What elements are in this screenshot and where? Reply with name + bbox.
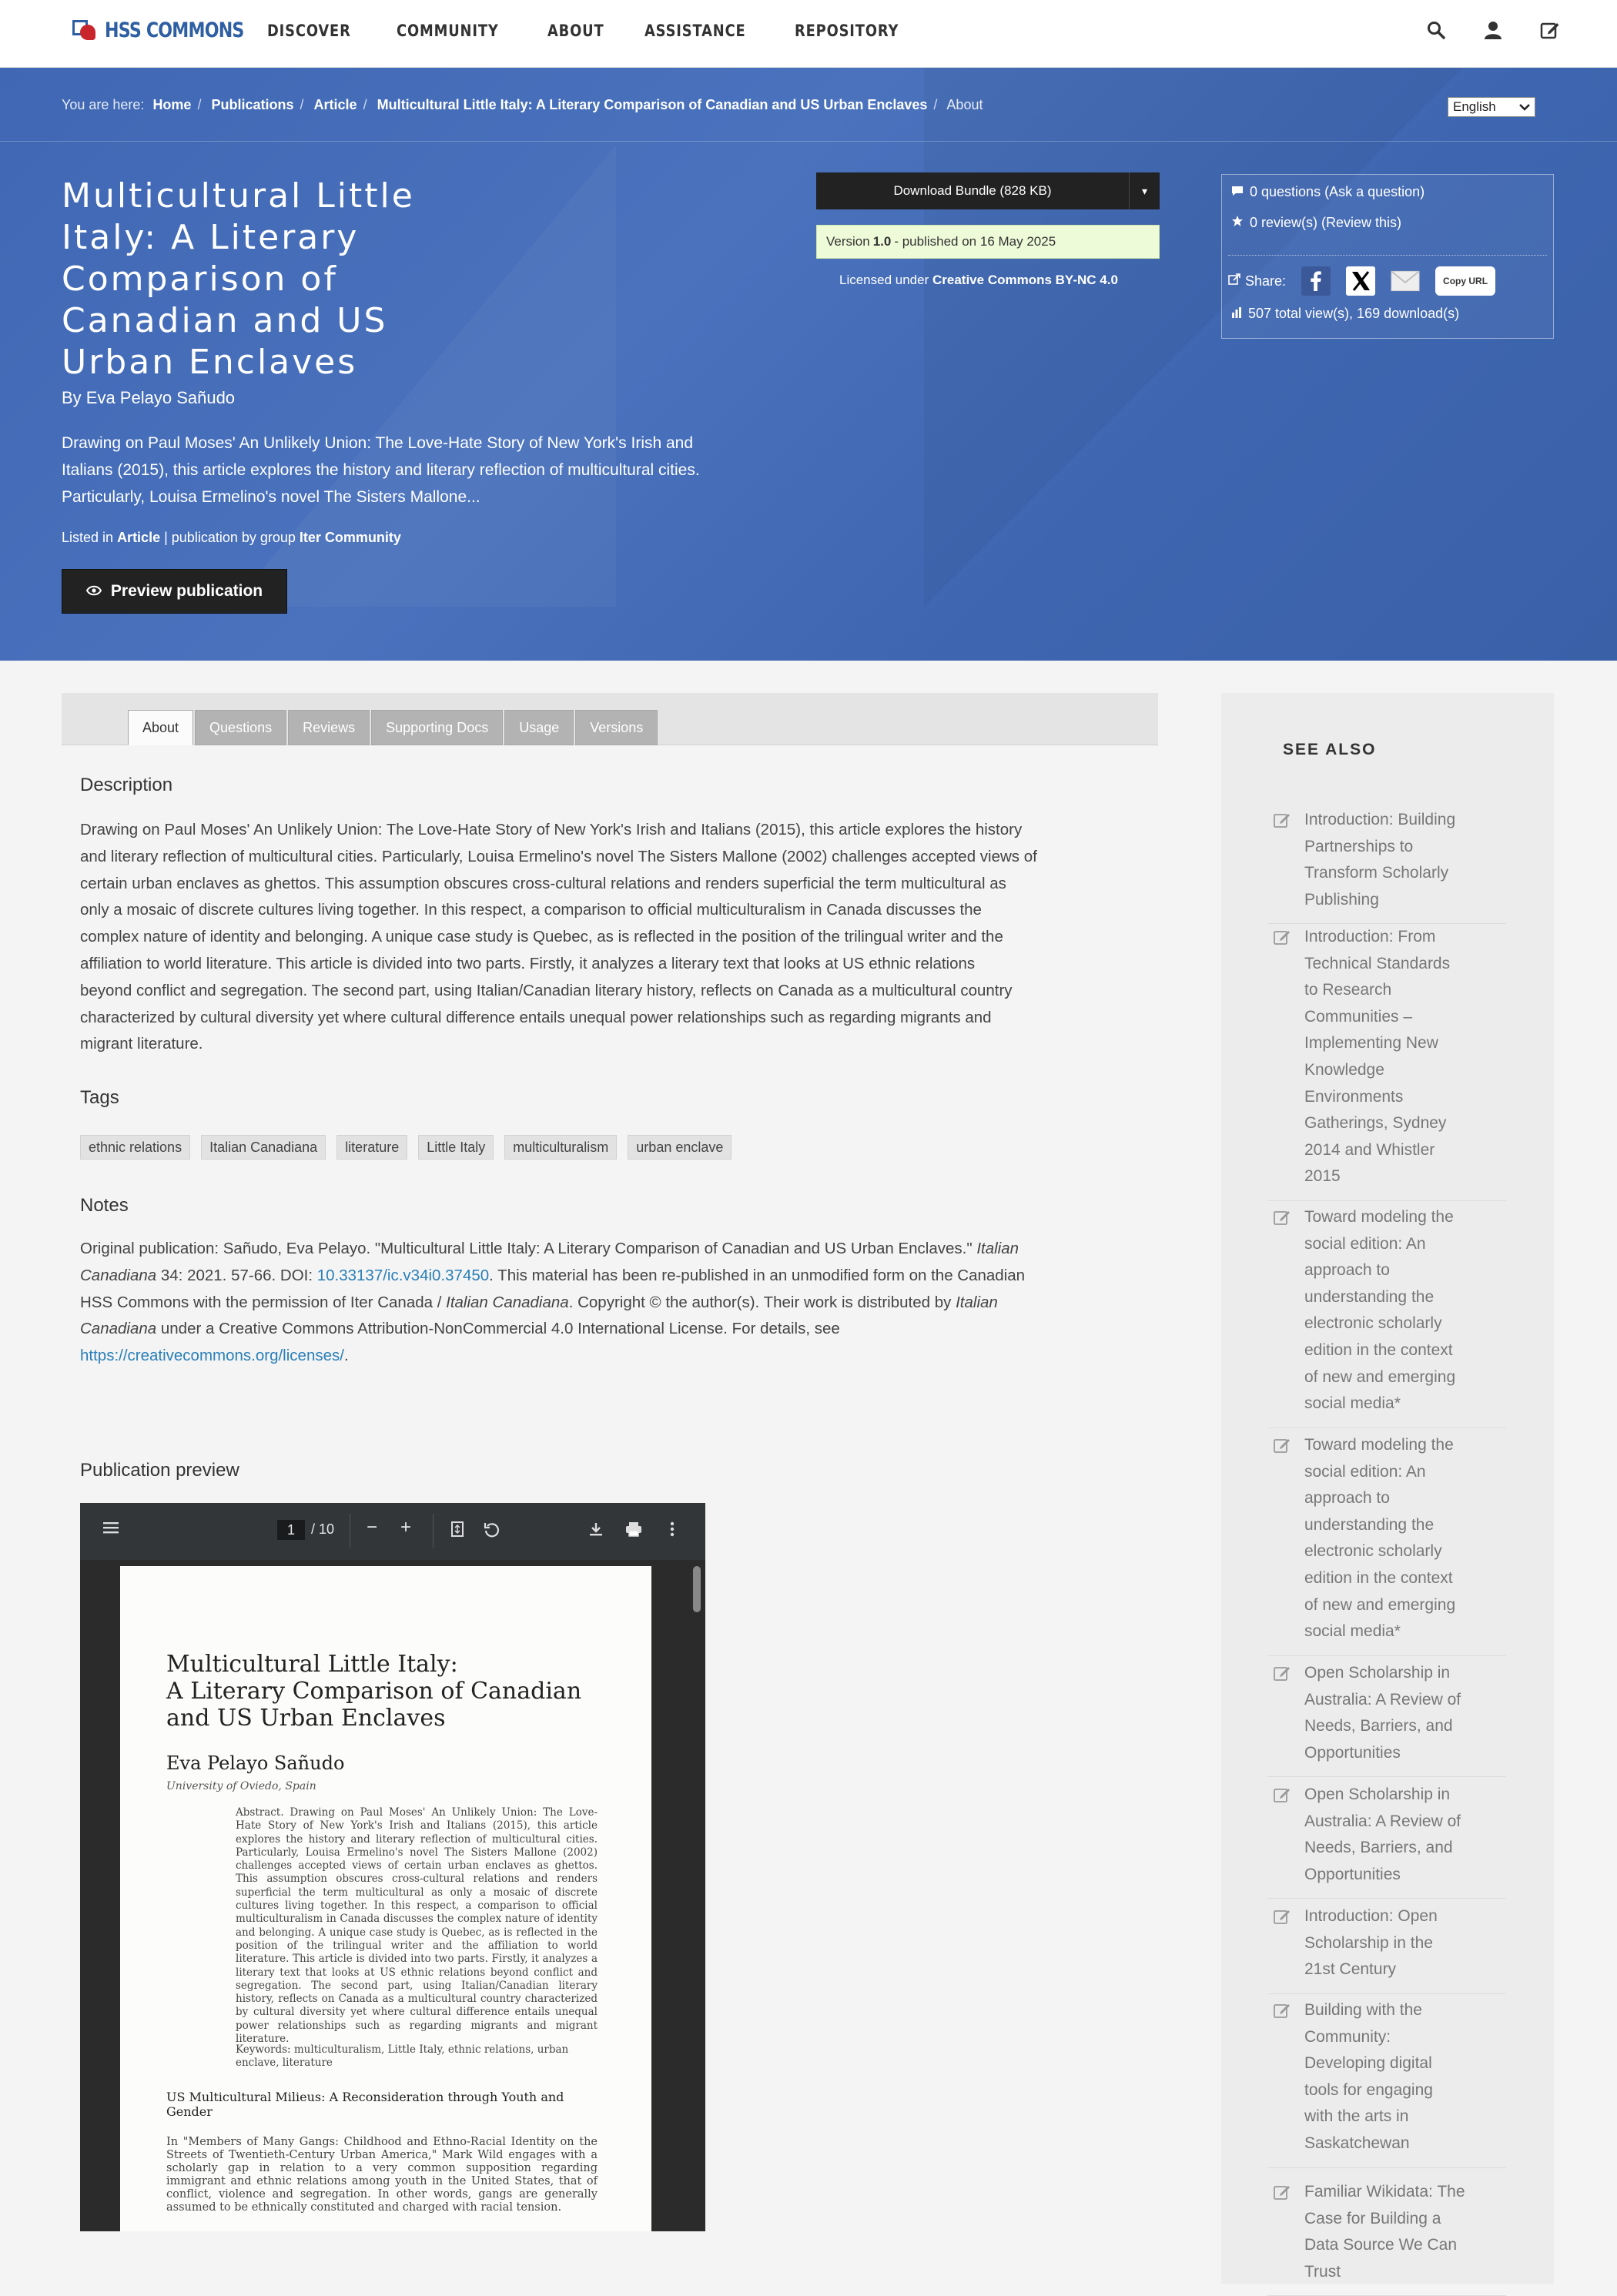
nav-about[interactable]: ABOUT [547,22,604,40]
publication-stats [1221,174,1554,339]
doi-link[interactable]: 10.33137/ic.v34i0.37450 [316,1266,490,1284]
language-select[interactable] [1448,97,1535,117]
related-item-title-line: Technical Standards [1304,954,1451,972]
related-item-title-line: Data Source We Can [1304,2236,1458,2254]
breadcrumb-publications[interactable]: Publications [211,97,294,112]
related-item-title-line: Needs, Barriers, and [1304,1839,1453,1857]
tab-versions[interactable]: Versions [575,710,658,745]
pdf-body: In "Members of Many Gangs: Childhood and Ethno-Racial Identity on the Streets of Twentieth-Century Urban America," Mark Wild engages with a scholarly gap in relation to a very common supposition regarding immigrant and ethnic relations among youth in the United States, that of conflict, violence and segregation. In other words, gangs are generally assumed to be ethnically constituted and charged with racial tension. [166,2136,598,2214]
eye-icon [86,582,102,601]
related-item-title-line: Australia: A Review of [1304,1690,1461,1709]
related-item[interactable] [1267,1782,1506,1899]
publication-abstract: Drawing on Paul Moses' An Unlikely Union: The Love-Hate Story of New York's Irish and Italians (2015), this article explores the history and literary reflection of multicultural cities. Particularly, Louisa Ermelino's novel The Sisters Mallone... [62,434,700,506]
related-item-title-line: understanding the [1304,1515,1435,1534]
edit-document-icon [1274,1209,1291,1226]
share-row [1228,255,1547,296]
related-item-title-line: Opportunities [1304,1865,1401,1883]
related-item-title-line: edition in the context [1304,1340,1453,1359]
related-item-title [1304,924,1486,1190]
publication-author[interactable]: By Eva Pelayo Sañudo [62,388,236,407]
related-item-title-line: Publishing [1304,890,1379,909]
pdf-page [120,1566,651,2231]
related-item-title-line: Australia: A Review of [1304,1812,1461,1830]
chevron-down-icon [1519,99,1530,115]
tag-literature[interactable]: literature [336,1135,407,1160]
related-item-title-line: Case for Building a [1304,2209,1441,2227]
pdf-scrollbar[interactable] [693,1566,701,1612]
related-item-title [1304,1997,1486,2157]
related-item-title-line: Familiar Wikidata: The [1304,2183,1465,2201]
x-twitter-icon[interactable] [1346,266,1375,296]
share-label: Share: [1245,273,1287,289]
related-item-title [1304,1432,1486,1645]
related-item-title-line: social media* [1304,1622,1401,1641]
related-item-title-line: Developing digital [1304,2054,1432,2073]
related-item-title-line: Open Scholarship in [1304,1786,1451,1803]
publication-title: Multicultural Little Italy: A Literary Comparison of Canadian and US Urban Enclaves [62,176,415,382]
related-item-title-line: Implementing New [1304,1034,1438,1053]
license-info: Licensed under Creative Commons BY-NC 4.0 [839,273,1118,287]
rotate-icon[interactable] [484,1521,500,1542]
comment-icon [1231,184,1244,200]
related-item-title-line: of new and emerging [1304,1367,1456,1386]
tag-multiculturalism[interactable]: multiculturalism [504,1135,617,1160]
share-icon [1228,273,1240,290]
views-downloads: 507 total view(s), 169 download(s) [1231,306,1459,322]
nav-repository[interactable]: REPOSITORY [795,22,899,40]
related-item[interactable] [1267,924,1506,1201]
edit-document-icon [1274,1908,1291,1925]
tag-urban-enclave[interactable]: urban enclave [628,1135,732,1160]
tab-questions[interactable]: Questions [195,710,286,745]
related-item-title-line: Open Scholarship in [1304,1664,1451,1682]
search-icon[interactable] [1426,20,1449,43]
tag-italian-canadiana[interactable]: Italian Canadiana [201,1135,326,1160]
tag-little-italy[interactable]: Little Italy [418,1135,494,1160]
related-item-title-line: Partnerships to [1304,837,1414,855]
description-text: Drawing on Paul Moses' An Unlikely Union: The Love-Hate Story of New York's Irish and Italians (2015), this article explores the history and literary reflection of multicultural cities. Particularly, Louisa Ermelino's novel The Sisters Mallone (2002) challenges accepted views of certain urban enclaves as ghettos. This assumption obscures cross-cultural relations and renders superficial the term multicultural as only a mosaic of discrete cultures living together. In this respect, a comparison to official multiculturalism in Canada discusses the complex nature of identity and belonging. A unique case study is Quebec, as is reflected in the position of the trilingual writer and the affiliation to world literature. This article is divided into two parts. Firstly, it analyzes a literary text that looks at US ethnic relations beyond conflict and segregation. The second part, using Italian/Canadian literary history, reflects on Canada as a multicultural country characterized by cultural diversity yet where cultural difference entails unequal power relationships such as regarding migrants and migrant literature. [80,821,1037,1053]
description-heading: Description [80,775,173,795]
preview-heading: Publication preview [80,1460,239,1481]
related-item-title [1304,1903,1486,1983]
more-options-icon[interactable] [670,1521,675,1541]
pdf-author: Eva Pelayo Sañudo [166,1752,345,1774]
edit-document-icon [1274,1437,1291,1454]
breadcrumb-bar [0,68,1617,142]
related-item-title-line: Introduction: Open [1304,1907,1438,1925]
publication-tabs [62,693,1158,745]
see-also-sidebar [1221,693,1554,2284]
reviews-link[interactable]: 0 review(s) (Review this) [1231,215,1401,231]
related-item-title-line: Trust [1304,2262,1341,2281]
pdf-affiliation: University of Oviedo, Spain [166,1780,316,1792]
listed-category-link[interactable]: Article [117,530,161,545]
preview-publication-button[interactable]: Preview publication [62,569,287,614]
related-item-title-line: Gatherings, Sydney [1304,1114,1447,1133]
menu-icon[interactable] [103,1521,119,1538]
language-selected: English [1453,99,1496,114]
related-item-title-line: Opportunities [1304,1743,1401,1762]
related-item-title-line: Scholarship in the [1304,1933,1433,1952]
related-item-title-line: 2015 [1304,1167,1341,1186]
related-item[interactable] [1267,1903,1506,1994]
pdf-viewer[interactable] [80,1503,705,2231]
nav-discover[interactable]: DISCOVER [267,22,351,40]
related-item[interactable] [1267,1204,1506,1428]
edit-document-icon [1274,2002,1291,2019]
related-item-title-line: approach to [1304,1261,1390,1280]
related-item[interactable] [1267,807,1506,924]
related-item-title-line: approach to [1304,1489,1390,1508]
related-item-title-line: Introduction: From [1304,928,1436,946]
edit-document-icon [1274,2184,1291,2201]
site-logo[interactable] [72,17,274,43]
edit-icon[interactable] [1540,20,1563,43]
related-item-title-line: with the arts in [1304,2107,1409,2126]
edit-document-icon [1274,929,1291,946]
related-item-title-line: tools for engaging [1304,2080,1433,2099]
related-item-title-line: of new and emerging [1304,1595,1456,1614]
related-item-title-line: Environments [1304,1087,1404,1106]
bar-chart-icon [1231,306,1242,322]
tab-reviews[interactable]: Reviews [288,710,370,745]
see-also-heading: SEE ALSO [1283,741,1377,758]
tag-list [80,1135,732,1160]
related-item-title-line: 21st Century [1304,1960,1397,1979]
related-item-title [1304,807,1486,913]
related-item-title-line: Saskatchewan [1304,2134,1410,2152]
related-item-title-line: edition in the context [1304,1568,1453,1587]
related-item-title-line: Community: [1304,2027,1391,2046]
questions-link[interactable]: 0 questions (Ask a question) [1231,184,1424,200]
related-item-title-line: Toward modeling the [1304,1208,1454,1226]
email-icon[interactable] [1391,266,1420,296]
page-number-input[interactable]: 1 [277,1520,305,1540]
related-item[interactable] [1267,1432,1506,1656]
related-item-title-line: to Research [1304,981,1392,999]
tab-supporting-docs[interactable]: Supporting Docs [371,710,503,745]
breadcrumb: You are here: Home / Publications / Article / Multicultural Little Italy: A Literary Comparison of Canadian and US Urban Enclaves / About [62,97,983,112]
related-item-title-line: social edition: An [1304,1462,1426,1481]
nav-community[interactable]: COMMUNITY [396,22,499,40]
caret-down-icon[interactable]: ▾ [1129,172,1160,209]
related-item-title-line: Building with the [1304,2001,1422,2019]
tab-about[interactable]: About [128,710,193,745]
breadcrumb-article[interactable]: Article [313,97,357,112]
tab-usage[interactable]: Usage [504,710,574,745]
publication-hero [0,68,1617,661]
related-item-title-line: Introduction: Building [1304,811,1456,828]
logo-text: HSS COMMONS [105,18,244,42]
breadcrumb-prefix: You are here: [62,97,145,112]
related-item-title-line: understanding the [1304,1287,1435,1306]
related-item-title [1304,2179,1486,2285]
pdf-keywords: Keywords: multiculturalism, Little Italy, ethnic relations, urban enclave, literature [236,2043,569,2070]
pdf-section-heading: US Multicultural Milieus: A Reconsideration through Youth and Gender [166,2090,564,2119]
related-item-title-line: Toward modeling the [1304,1436,1454,1454]
related-item-title-line: Communities – [1304,1007,1413,1026]
pdf-title: Multicultural Little Italy: A Literary Comparison of Canadian and US Urban Enclaves [166,1651,582,1732]
zoom-in-icon[interactable]: + [400,1517,412,1538]
related-item[interactable] [1267,2179,1506,2296]
download-bundle-button[interactable]: Download Bundle (828 KB) ▾ [816,172,1160,209]
breadcrumb-current: About [946,97,983,112]
print-icon[interactable] [625,1521,642,1541]
edit-document-icon [1274,1786,1291,1803]
page-total: / 10 [311,1521,335,1537]
notes-heading: Notes [80,1195,129,1216]
copy-url-button[interactable]: Copy URL [1435,266,1495,296]
pdf-abstract: Abstract. Drawing on Paul Moses' An Unlikely Union: The Love-Hate Story of New York's Irish and Italians (2015), this article explores the history and literary reflection of multicultural cities. Particularly, Louisa Ermelino's novel The Sisters Mallone (2002) challenges accepted views of certain urban enclaves as ghettos. This assumption obscures cross-cultural relations and renders superficial the term multicultural as only a mosaic of discrete cultures living together. In this respect, a comparison to official multiculturalism in Canada discusses the complex nature of identity and belonging. A unique case study is Quebec, as is reflected in the position of the trilingual writer and the affiliation to world literature. This article is divided into two parts. Firstly, it analyzes a literary text that looks at US ethnic relations beyond conflict and segregation. The second part, using Italian/Canadian literary history, reflects on Canada as a multicultural country characterized by cultural diversity yet where cultural difference entails unequal power relationships such as regarding migrants and migrant literature. [236,1806,598,2046]
related-item[interactable] [1267,1660,1506,1777]
publication-listing: Listed in Article | publication by group Iter Community [62,530,401,545]
version-info: Version 1.0 - published on 16 May 2025 [816,225,1160,259]
related-item-title [1304,1782,1486,1888]
logo-mark-icon [72,17,99,43]
tags-heading: Tags [80,1087,119,1108]
related-item[interactable] [1267,1997,1506,2168]
tag-ethnic-relations[interactable]: ethnic relations [80,1135,190,1160]
breadcrumb-home[interactable]: Home [152,97,192,112]
related-item-title-line: Transform Scholarly [1304,864,1449,882]
related-item-title-line: social media* [1304,1394,1401,1413]
related-item-title [1304,1204,1486,1417]
breadcrumb-publication[interactable]: Multicultural Little Italy: A Literary Comparison of Canadian and US Urban Enclaves [377,97,928,112]
related-item-title-line: Needs, Barriers, and [1304,1717,1453,1735]
nav-assistance[interactable]: ASSISTANCE [644,22,746,40]
edit-document-icon [1274,812,1291,828]
license-url-link[interactable]: https://creativecommons.org/licenses/ [80,1347,344,1365]
user-icon[interactable] [1483,20,1506,43]
related-item-title-line: Knowledge [1304,1060,1384,1079]
related-item-title-line: electronic scholarly [1304,1314,1442,1333]
edit-document-icon [1274,1665,1291,1682]
download-icon[interactable] [588,1521,604,1541]
fit-page-icon[interactable] [451,1521,464,1541]
notes-text: Original publication: Sañudo, Eva Pelayo. "Multicultural Little Italy: A Literary Comparison of Canadian and US Urban Enclaves." Italian Canadiana 34: 2021. 57-66. DOI: 10.33137/ic.v34i0.37450. This material has been re-published in an unmodified form on the Canadian HSS Commons with the permission of Iter Canada / Italian Canadiana. Copyright © the author(s). Their work is distributed by Italian Canadiana under a Creative Commons Attribution-NonCommercial 4.0 International License. For details, see https://creativecommons.org/licenses/. [80,1240,1026,1365]
facebook-icon[interactable] [1301,266,1331,296]
zoom-out-icon[interactable]: − [367,1517,378,1538]
license-link[interactable]: Creative Commons BY-NC 4.0 [932,273,1118,287]
listed-group-link[interactable]: Iter Community [299,530,401,545]
related-item-title-line: electronic scholarly [1304,1542,1442,1561]
top-navigation [0,0,1617,68]
related-item-title [1304,1660,1486,1766]
related-item-title-line: 2014 and Whistler [1304,1140,1435,1159]
pdf-toolbar [80,1503,705,1560]
star-icon [1231,215,1244,231]
related-item-title-line: social edition: An [1304,1234,1426,1253]
